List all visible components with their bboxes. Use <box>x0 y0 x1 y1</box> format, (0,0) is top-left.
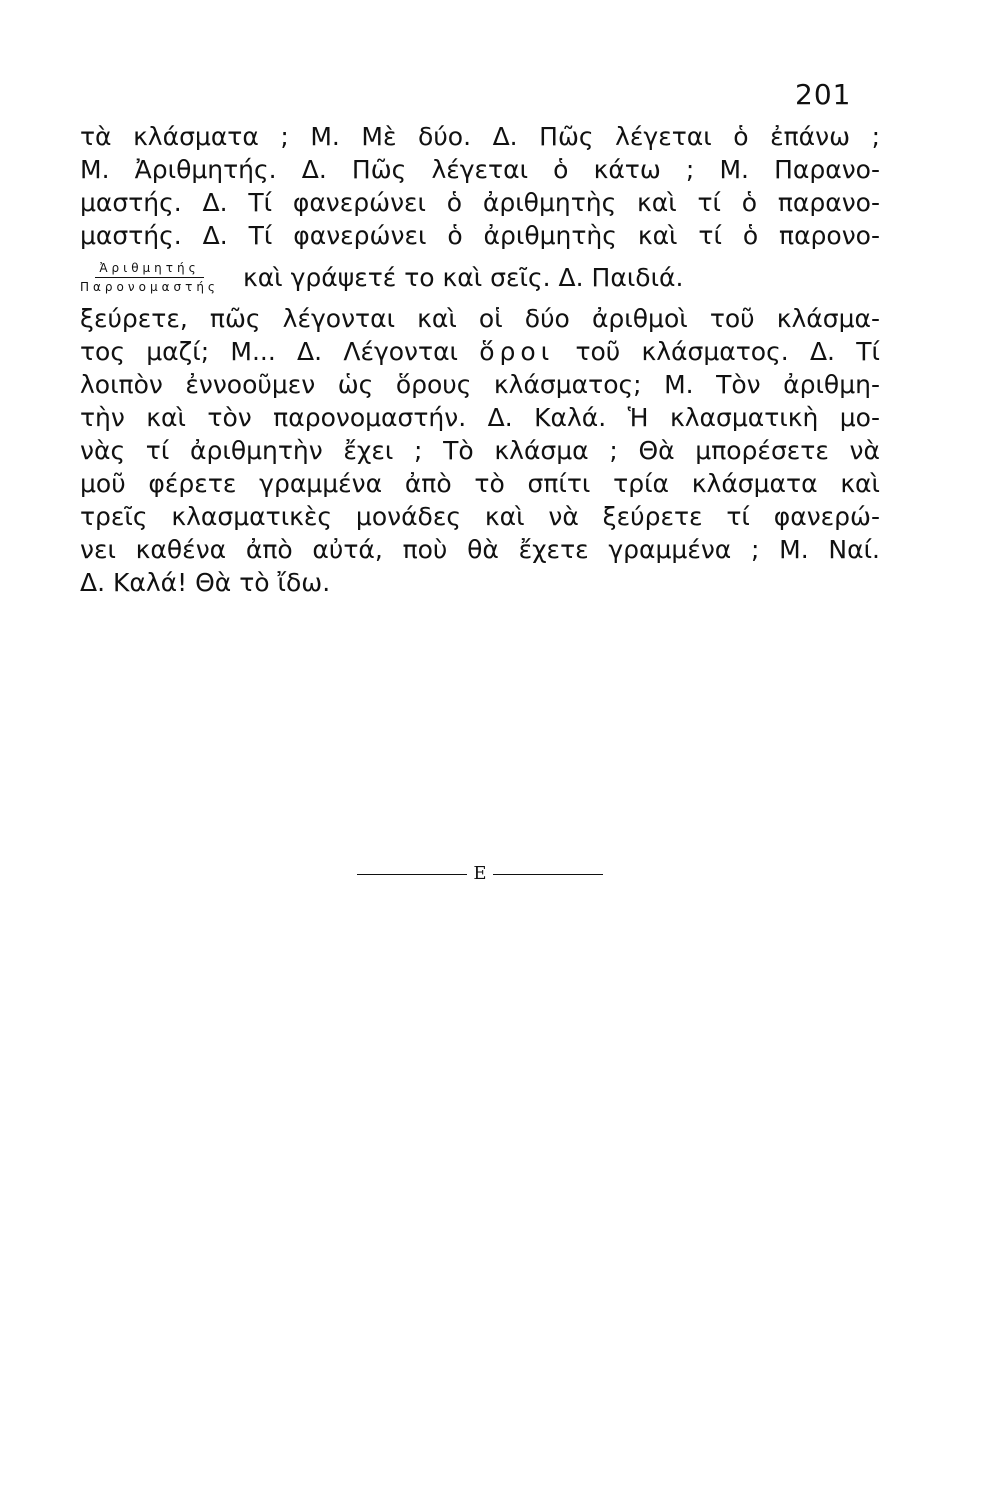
fraction-following-text: καὶ γράψετέ το καὶ σεῖς. Δ. Παιδιά. <box>242 262 684 292</box>
section-divider <box>350 864 610 884</box>
page-number: 201 <box>795 78 852 111</box>
text-line-11: τρεῖς κλασματικὲς μονάδες καὶ νὰ ξεύρετε τί φανερώ- <box>80 502 880 531</box>
fraction-line <box>80 252 880 302</box>
line6-after: τοῦ κλάσματος. Δ. Τί <box>554 337 880 366</box>
text-line-1: τὰ κλάσματα ; Μ. Μὲ δύο. Δ. Πῶς λέγεται ὁ ἐπάνω ; <box>80 122 880 151</box>
fraction-denominator: Παρονομαστής <box>80 279 219 294</box>
text-line-2: Μ. Ἀριθμητής. Δ. Πῶς λέγεται ὁ κάτω ; Μ. Παρανο- <box>80 155 880 184</box>
fraction <box>80 261 219 294</box>
text-line-5: ξεύρετε, πῶς λέγονται καὶ οἱ δύο ἀριθμοὶ τοῦ κλάσμα- <box>80 304 880 333</box>
text-line-12: νει καθένα ἀπὸ αὐτά, ποὺ θὰ ἔχετε γραμμένα ; Μ. Ναί. <box>80 535 880 564</box>
divider-rule-right <box>493 874 603 875</box>
line6-before: τος μαζί; Μ... Δ. Λέγονται <box>80 337 480 366</box>
text-line-3: μαστής. Δ. Τί φανερώνει ὁ ἀριθμητὴς καὶ τί ὁ παρανο- <box>80 188 880 217</box>
divider-rule-left <box>357 874 467 875</box>
text-line-7: λοιπὸν ἐννοοῦμεν ὡς ὅρους κλάσματος; Μ. Τὸν ἀριθμη- <box>80 370 880 399</box>
line6-spaced-term: ὅροι <box>479 337 555 366</box>
text-line-4: μαστής. Δ. Τί φανερώνει ὁ ἀριθμητὴς καὶ τί ὁ παρονο- <box>80 221 880 250</box>
text-line-13: Δ. Καλά! Θὰ τὸ ἴδω. <box>80 568 331 597</box>
text-line-9: νὰς τί ἀριθμητὴν ἔχει ; Τὸ κλάσμα ; Θὰ μπορέσετε νὰ <box>80 436 880 465</box>
divider-mark: Ε <box>473 863 487 884</box>
fraction-numerator: Ἀριθμητής <box>95 261 203 278</box>
text-line-8: τὴν καὶ τὸν παρονομαστήν. Δ. Καλά. Ἡ κλασματικὴ μο- <box>80 403 880 432</box>
text-line-10: μοῦ φέρετε γραμμένα ἀπὸ τὸ σπίτι τρία κλάσματα καὶ <box>80 469 880 498</box>
text-line-6 <box>80 335 880 368</box>
body-text <box>80 120 880 599</box>
